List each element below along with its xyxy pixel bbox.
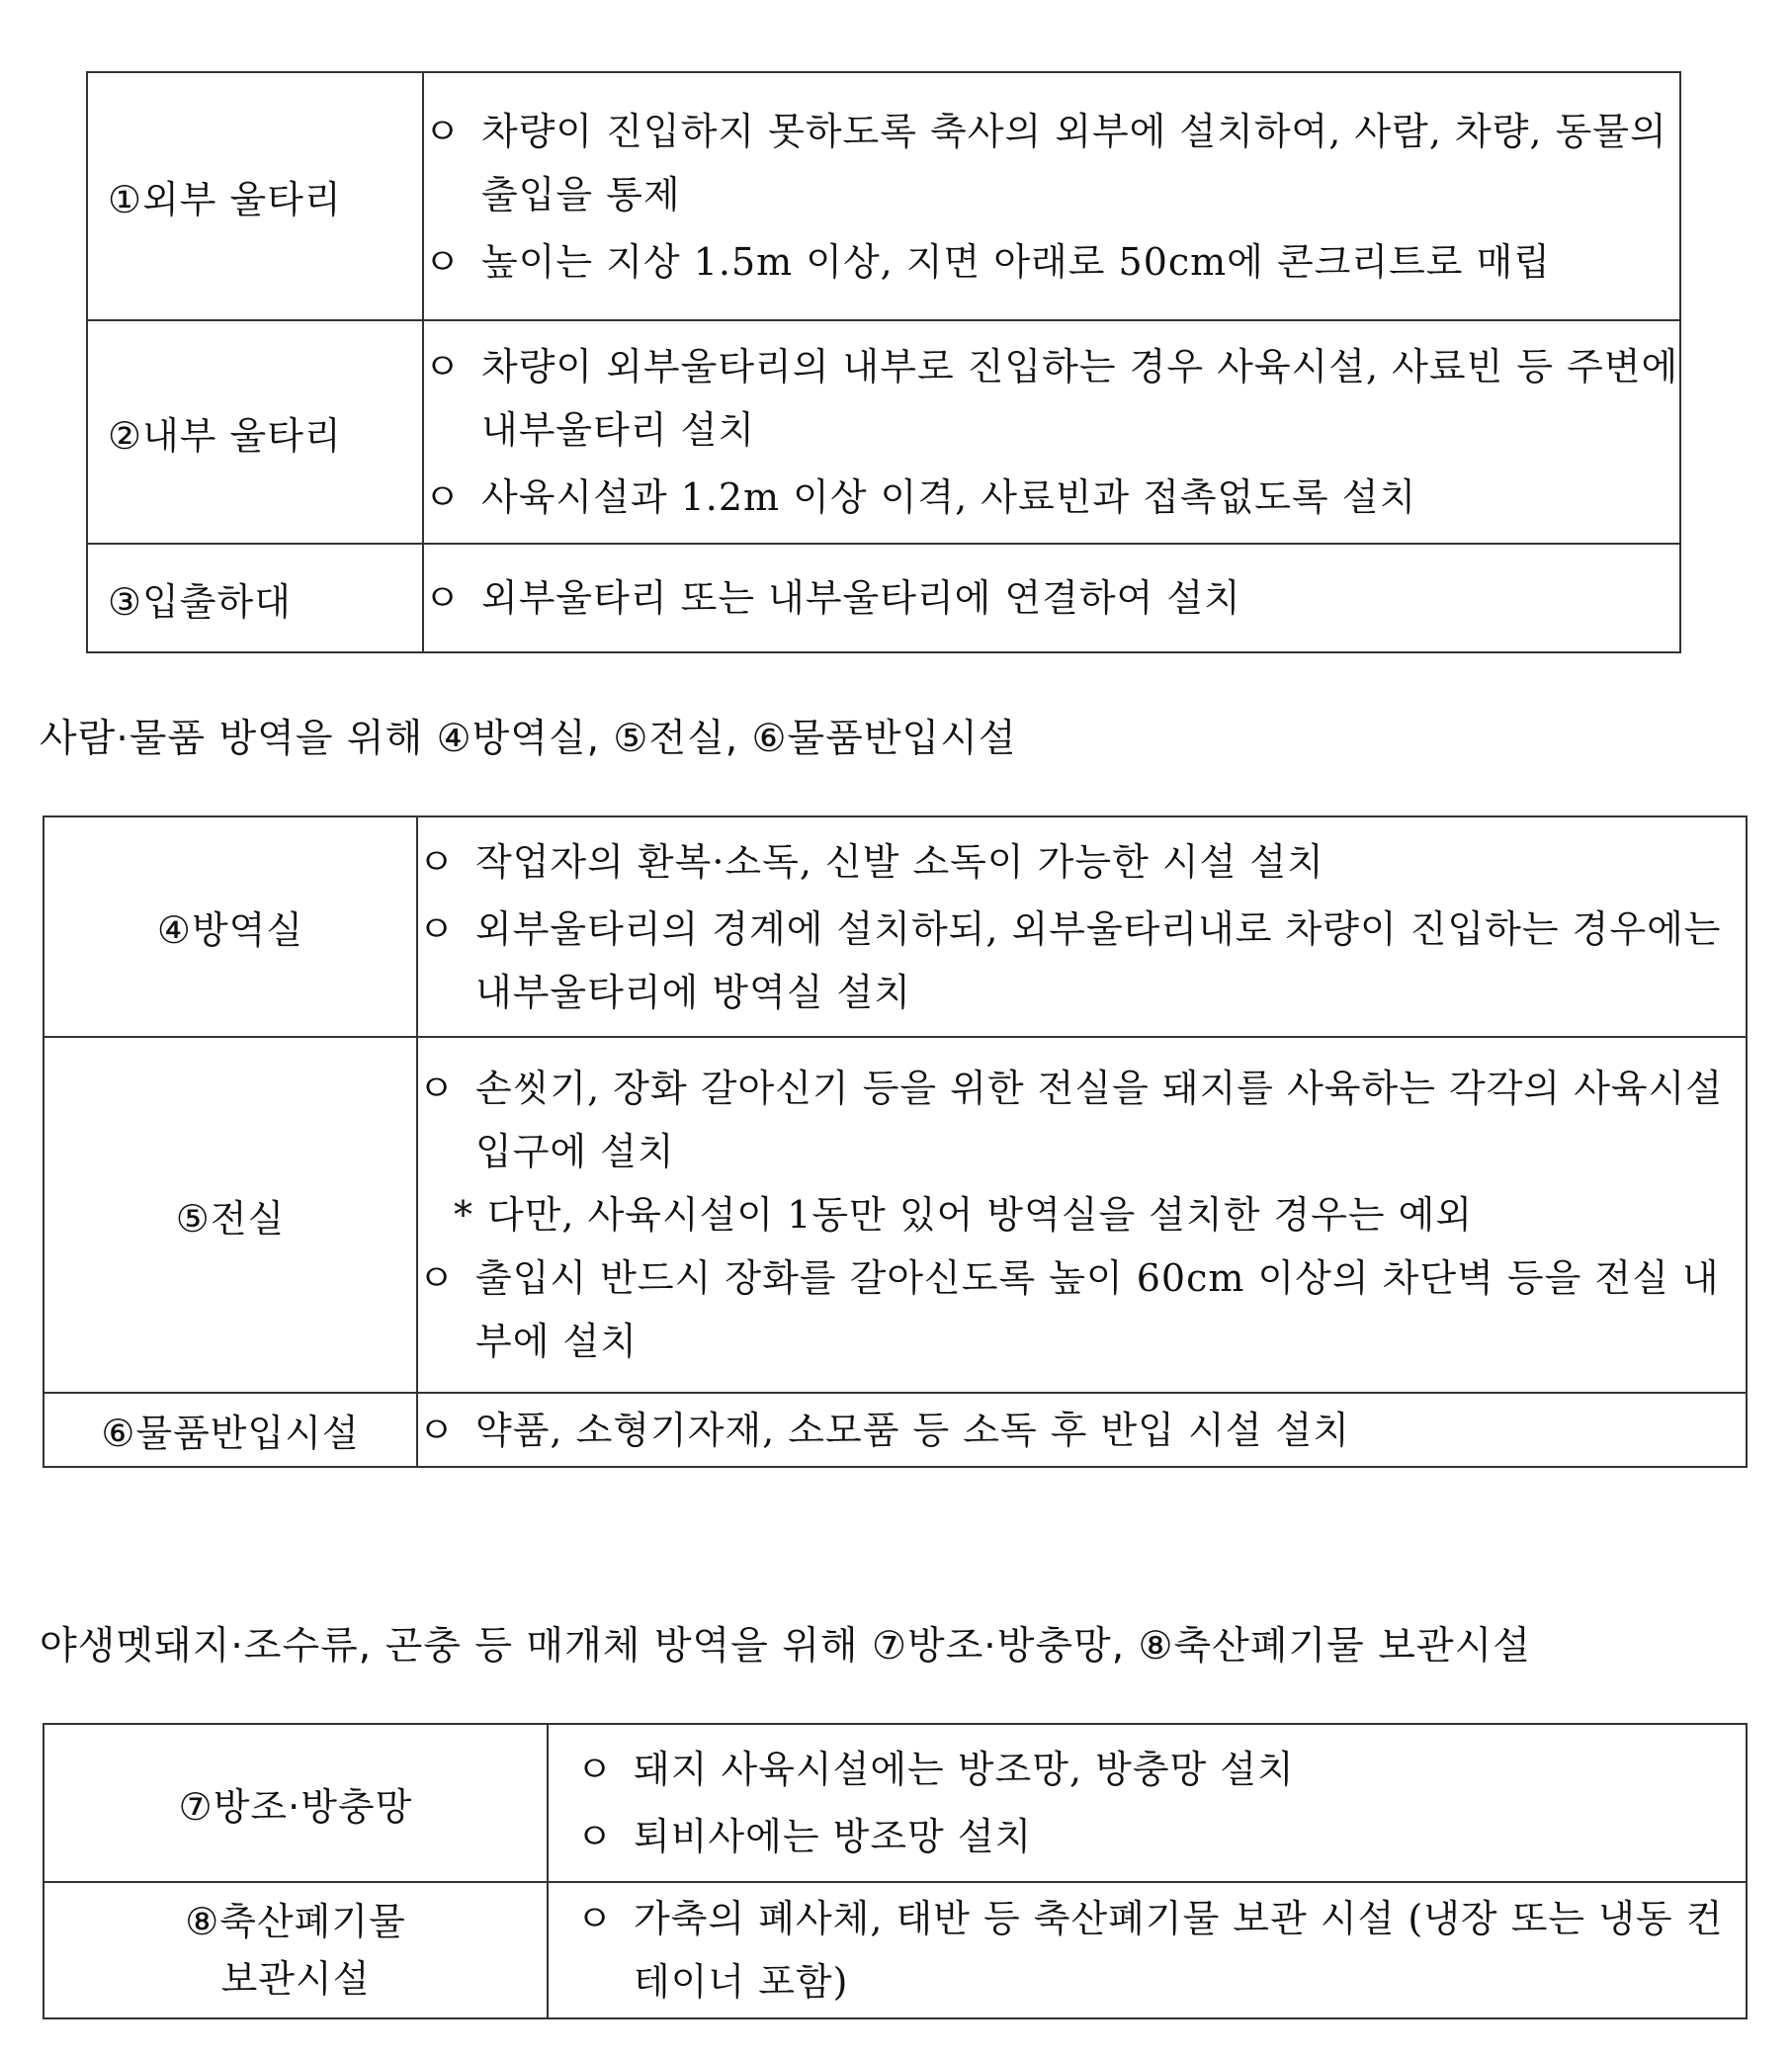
section-caption: 야생멧돼지·조수류, 곤충 등 매개체 방역을 위해 ⑦방조·방충망, ⑧축산폐기물 보관시설 [40, 1624, 1531, 1669]
note-text: 다만, 사육시설이 1동만 있어 방역실을 설치한 경우는 예외 [487, 1193, 1474, 1237]
table-row [43, 1724, 1747, 1882]
table-row [43, 1393, 1747, 1467]
item-text: 가축의 폐사체, 태반 등 축산폐기물 보관 시설 (냉장 또는 냉동 컨테이너 포함) [634, 1897, 1724, 2004]
asterisk-icon: * [454, 1193, 473, 1237]
list-item [418, 1246, 1746, 1373]
item-text: 퇴비사에는 방조망 설치 [634, 1815, 1033, 1858]
table-row [43, 1882, 1747, 2018]
item-text: 높이는 지상 1.5m 이상, 지면 아래로 50cm에 콘크리트로 매립 [481, 239, 1552, 284]
list-item [576, 1738, 1746, 1801]
table-row [43, 816, 1747, 1037]
list-item [424, 466, 1679, 529]
row-label: ③입출하대 [87, 544, 423, 652]
item-text: 외부울타리의 경계에 설치하되, 외부울타리내로 차량이 진입하는 경우에는 내부울타리에 방역실 설치 [475, 906, 1722, 1014]
item-text: 돼지 사육시설에는 방조망, 방충망 설치 [634, 1748, 1295, 1791]
list-item [418, 898, 1746, 1024]
row-content [423, 320, 1680, 544]
item-text: 약품, 소형기자재, 소모품 등 소독 후 반입 시설 설치 [475, 1408, 1350, 1452]
list-item [424, 335, 1679, 462]
list-item [424, 230, 1679, 294]
bullet-icon: ㅇ [576, 1748, 614, 1791]
row-label [43, 1882, 548, 2018]
list-item [418, 830, 1746, 894]
row-content [417, 1037, 1747, 1393]
bullet-icon: ㅇ [576, 1897, 614, 1940]
row-label: ⑤전실 [43, 1037, 417, 1393]
row-content [423, 544, 1680, 652]
list-item [576, 1887, 1746, 2014]
table-row [87, 320, 1680, 544]
item-text: 차량이 외부울타리의 내부로 진입하는 경우 사육시설, 사료빈 등 주변에 내부울타리 설치 [481, 345, 1679, 452]
row-label: ⑥물품반입시설 [43, 1393, 417, 1467]
quarantine-table [43, 815, 1748, 1468]
item-text: 외부울타리 또는 내부울타리에 연결하여 설치 [481, 576, 1241, 620]
bullet-icon: ㅇ [576, 1815, 614, 1858]
row-label-line: 보관시설 [220, 1957, 371, 2001]
bullet-icon: ㅇ [418, 839, 456, 884]
row-content [548, 1724, 1747, 1882]
row-label-line: ⑧축산폐기물 [185, 1900, 406, 1943]
fence-table [86, 71, 1681, 653]
bullet-icon: ㅇ [424, 109, 462, 153]
table-row [87, 544, 1680, 652]
row-label: ④방역실 [43, 816, 417, 1037]
vector-table [43, 1723, 1748, 2019]
list-item [424, 100, 1679, 226]
row-content [423, 72, 1680, 320]
row-content [417, 816, 1747, 1037]
list-item [418, 1057, 1746, 1183]
table-row [43, 1037, 1747, 1393]
item-text: 사육시설과 1.2m 이상 이격, 사료빈과 접촉없도록 설치 [481, 475, 1417, 519]
bullet-icon: ㅇ [418, 1408, 456, 1452]
row-content [417, 1393, 1747, 1467]
bullet-icon: ㅇ [424, 239, 462, 284]
bullet-icon: ㅇ [418, 1256, 456, 1300]
section-caption: 사람·물품 방역을 위해 ④방역실, ⑤전실, ⑥물품반입시설 [40, 717, 1017, 761]
row-label: ①외부 울타리 [87, 72, 423, 320]
row-label: ②내부 울타리 [87, 320, 423, 544]
item-text: 출입시 반드시 장화를 갈아신도록 높이 60cm 이상의 차단벽 등을 전실 내부에 설치 [475, 1256, 1720, 1363]
bullet-icon: ㅇ [424, 576, 462, 620]
list-item [424, 566, 1679, 630]
row-label: ⑦방조·방충망 [43, 1724, 548, 1882]
table-row [87, 72, 1680, 320]
bullet-icon: ㅇ [424, 345, 462, 388]
item-text: 차량이 진입하지 못하도록 축사의 외부에 설치하여, 사람, 차량, 동물의 출입을 통제 [481, 109, 1667, 216]
item-text: 작업자의 환복·소독, 신발 소독이 가능한 시설 설치 [475, 839, 1324, 884]
exception-note [418, 1183, 1746, 1246]
bullet-icon: ㅇ [418, 906, 456, 951]
bullet-icon: ㅇ [418, 1067, 456, 1110]
list-item [576, 1805, 1746, 1868]
row-content [548, 1882, 1747, 2018]
item-text: 손씻기, 장화 갈아신기 등을 위한 전실을 돼지를 사육하는 각각의 사육시설 입구에 설치 [475, 1067, 1724, 1173]
list-item [418, 1399, 1746, 1462]
bullet-icon: ㅇ [424, 475, 462, 519]
